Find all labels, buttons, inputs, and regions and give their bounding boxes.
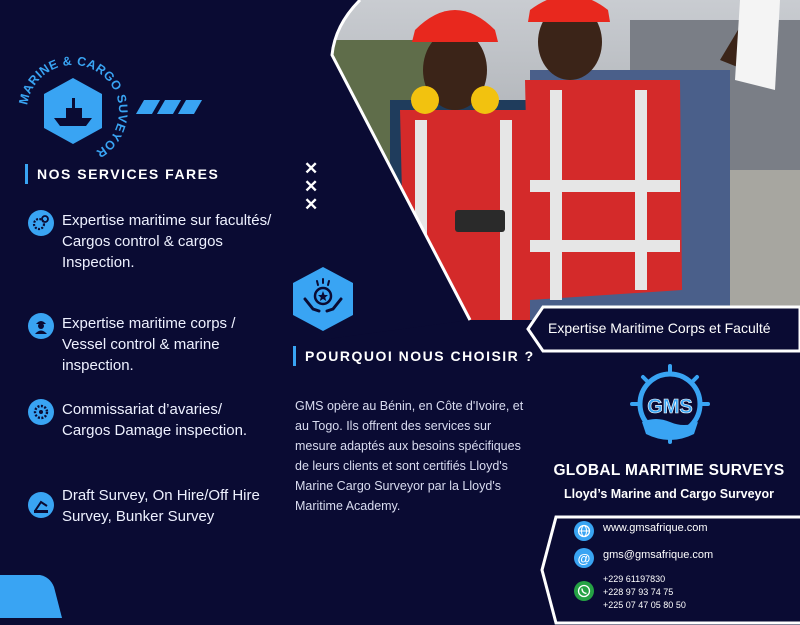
- email-link[interactable]: gms@gmsafrique.com: [603, 549, 714, 561]
- hands-star-icon: [291, 265, 355, 333]
- at-icon: @: [574, 548, 594, 568]
- damage-gear-icon: [28, 399, 54, 425]
- why-paragraph: GMS opère au Bénin, en Côte d'Ivoire, et au Togo. Ils offrent des services sur mesure adaptés aux besoins spécifiques de leurs clients et sont certifiés Lloyd's Marine Cargo Surveyor par la Lloyd's Maritime Academy.: [295, 399, 524, 513]
- company-tagline: Lloyd’s Marine and Cargo Surveyor: [563, 487, 774, 501]
- website-link[interactable]: www.gmsafrique.com: [603, 522, 708, 534]
- company-name: GLOBAL MARITIME SURVEYS: [553, 462, 785, 479]
- globe-icon: [574, 521, 594, 541]
- gms-logo-text: GMS: [647, 396, 693, 418]
- banner-label: Expertise Maritime Corps et Faculté: [548, 320, 771, 336]
- logo-ring-text: MARINE & CARGO SUVEYOR: [16, 53, 131, 161]
- whatsapp-icon: [574, 581, 594, 601]
- decorative-stripes: [140, 100, 203, 119]
- corner-decoration: [0, 575, 62, 618]
- service-item: [28, 485, 268, 529]
- service-text: Expertise maritime corps / Vessel control & marine inspection.: [62, 315, 236, 374]
- why-title: POURQUOI NOUS CHOISIR ?: [293, 346, 535, 366]
- gears-icon: [28, 210, 54, 236]
- service-text: Expertise maritime sur facultés/ Cargos control & cargos Inspection.: [62, 212, 272, 271]
- phone-number[interactable]: +229 61197830: [603, 574, 666, 584]
- phone-number[interactable]: +228 97 93 74 75: [603, 587, 674, 597]
- services-title: NOS SERVICES FARES: [25, 164, 219, 184]
- company-badge-logo: [14, 52, 132, 170]
- service-text: Draft Survey, On Hire/Off Hire Survey, Bunker Survey: [62, 487, 260, 525]
- phone-number[interactable]: +225 07 47 05 80 50: [603, 600, 686, 610]
- service-text: Commissariat d’avaries/ Cargos Damage inspection.: [62, 401, 248, 439]
- decorative-x-marks: ✕ ✕ ✕: [304, 159, 319, 214]
- crane-icon: [28, 492, 54, 518]
- service-item: [28, 399, 268, 461]
- service-item: [28, 313, 268, 375]
- service-item: [28, 210, 272, 272]
- inspector-icon: [28, 313, 54, 339]
- gms-logo: [620, 362, 720, 452]
